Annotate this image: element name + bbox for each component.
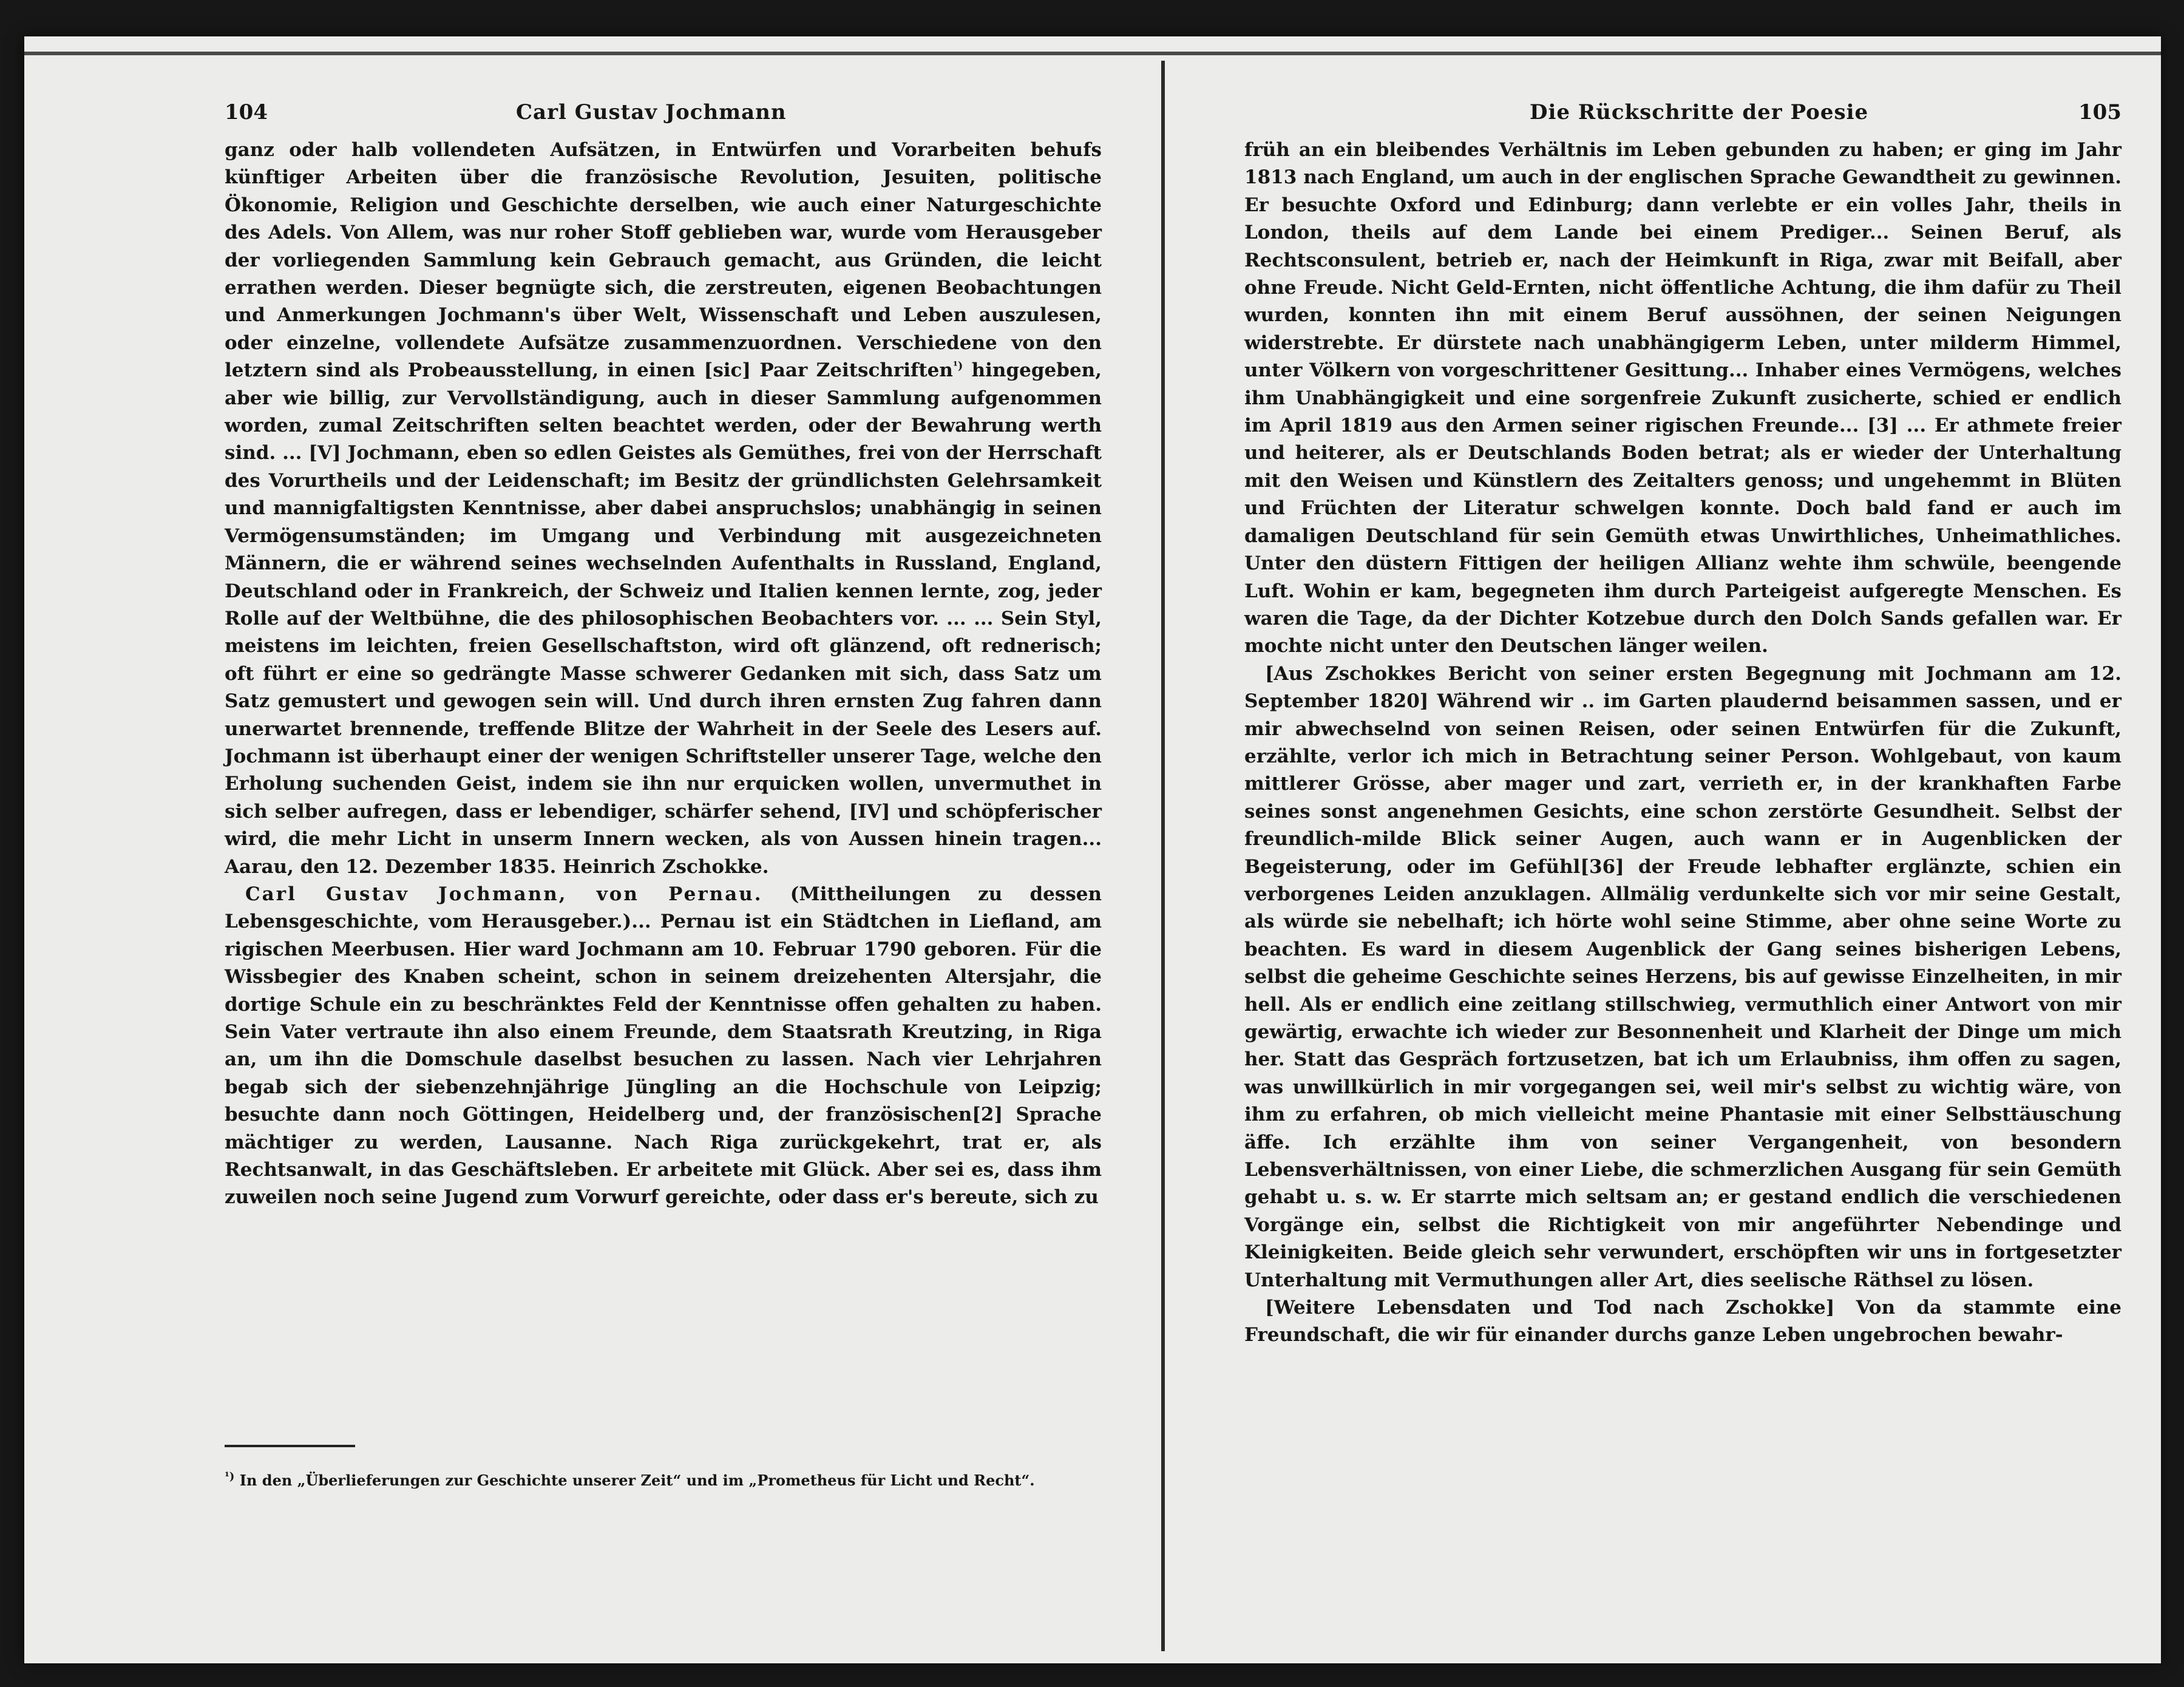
left-page-number: 104 [225,100,268,124]
book-gutter [1161,61,1165,1651]
right-page-header [1244,100,2121,137]
footnote-text: In den „Überlieferungen zur Geschichte unserer Zeit“ und im „Prometheus für Licht und Recht“. [234,1471,1035,1489]
book-spread [24,36,2161,1663]
left-paragraph-1-text: ganz oder halb vollendeten Aufsätzen, in Entwürfen und Vorarbeiten behufs künftiger Arbeiten über die französische Revolution, Jesuiten, politische Ökonomie, Religion und Geschichte derselben, wie auch einer Naturgeschichte des Adels. Von Allem, was nur roher Stoff geblieben war, wurde vom Herausgeber der vorliegenden Sammlung kein Gebrauch gemacht, aus Gründen, die leicht errathen werden. Dieser begnügte sich, die zerstreuten, eigenen Beobachtungen und Anmerkungen Jochmann's über Welt, Wissenschaft und Leben auszulesen, oder einzelne, vollendete Aufsätze zusammenzuordnen. Verschiedene von den letztern sind als Probeausstellung, in einen [sic] Paar Zeitschriften [225,139,1102,382]
footnote-reference: ¹) [952,359,963,373]
right-paragraph-2: [Aus Zschokkes Bericht von seiner ersten Begegnung mit Jochmann am 12. September 1820] Während wir .. im Garten plaudernd beisammen sassen, und er mir abwechselnd von seinen Reisen, oder seinen Entwürfen für die Zukunft, erzählte, verlor ich mich in Betrachtung seiner Person. Wohlgebaut, von kaum mittlerer Grösse, aber mager und zart, verrieth er, in der krankhaften Farbe seines sonst angenehmen Gesichts, eine schon zerstörte Gesundheit. Selbst der freundlich-milde Blick seiner Augen, auch wann er in Augenblicken der Begeisterung, oder im Gefühl[36] der Freude lebhafter erglänzte, schien ein verborgenes Leiden anzuklagen. Allmälig verdunkelte sich vor mir seine Gestalt, als würde sie nebelhaft; ich hörte wohl seine Stimme, aber ohne seine Worte zu beachten. Es ward in diesem Augenblick der Gang seines bisherigen Lebens, selbst die geheime Geschichte seines Herzens, bis auf gewisse Einzelheiten, in mir hell. Als er endlich eine zeitlang stillschwieg, vermuthlich einer Antwort von mir gewärtig, erwachte ich wieder zur Besonnenheit und Klarheit der Dinge um mich her. Statt das Gespräch fortzusetzen, bat ich um Erlaubniss, ihm offen zu sagen, was unwillkürlich in mir vorgegangen sei, weil mir's selbst zu wichtig wäre, von ihm zu erfahren, ob mich vielleicht meine Phantasie mit einer Selbsttäuschung äffe. Ich erzählte ihm von seiner Vergangenheit, von besondern Lebensverhältnissen, von einer Liebe, die schmerzlichen Ausgang für sein Gemüth gehabt u. s. w. Er starrte mich seltsam an; er gestand endlich die verschiedenen Vorgänge ein, selbst die Richtigkeit von mir angeführter Nebendinge und Kleinigkeiten. Beide gleich sehr verwundert, erschöpften wir uns in fortgesetzter Unterhaltung mit Vermuthungen aller Art, dies seelische Räthsel zu lösen. [1244,662,2121,1291]
right-paragraph-1: früh an ein bleibendes Verhältnis im Leben gebunden zu haben; er ging im Jahr 1813 nach England, um auch in der englischen Sprache Gewandtheit zu gewinnen. Er besuchte Oxford und Edinburg; dann verlebte er ein volles Jahr, theils in London, theils auf dem Lande bei einem Prediger... Seinen Beruf, als Rechtsconsulent, betrieb er, nach der Heimkunft in Riga, zwar mit Beifall, aber ohne Freude. Nicht Geld-Ernten, nicht öffentliche Achtung, die ihm dafür zu Theil wurden, konnten ihn mit einem Beruf aussöhnen, der seinen Neigungen widerstrebte. Er dürstete nach unabhängigerm Leben, unter milderm Himmel, unter Völkern von vorgeschrittener Gesittung... Inhaber eines Vermögens, welches ihm Unabhängigkeit und eine sorgenfreie Zukunft zusicherte, schied er endlich im April 1819 aus den Armen seiner rigischen Freunde... [3] ... Er athmete freier und heiterer, als er Deutschlands Boden betrat; als er wieder der Unterhaltung mit den Weisen und Künstlern des Zeitalters genoss; und ungehemmt in Blüten und Früchten der Literatur schwelgen konnte. Doch bald fand er auch im damaligen Deutschland für sein Gemüth etwas Unwirthliches, Unheimathliches. Unter den düstern Fittigen der heiligen Allianz wehte ihm schwüle, beengende Luft. Wohin er kam, begegneten ihm durch Parteigeist aufgeregte Menschen. Es waren die Tage, da der Dichter Kotzebue durch den Dolch Sands gefallen war. Er mochte nicht unter den Deutschen länger weilen. [1244,139,2121,657]
right-paragraph-3: [Weitere Lebensdaten und Tod nach Zschokke] Von da stammte eine Freundschaft, die wir für einander durchs ganze Leben ungebrochen bewahr- [1244,1297,2121,1346]
right-page [1244,100,2121,1349]
footnote-divider [225,1445,355,1447]
left-paragraph-2 [225,881,1102,1212]
left-page [225,100,1102,1489]
footnote [225,1469,1102,1492]
left-paragraph-2-text: (Mittheilungen zu dessen Lebensgeschichte, vom Herausgeber.)... Pernau ist ein Städtchen in Liefland, am rigischen Meerbusen. Hier ward Jochmann am 10. Februar 1790 geboren. Für die Wissbegier des Knaben scheint, schon in seinem dreizehenten Altersjahr, die dortige Schule ein zu beschränktes Feld der Kenntnisse offen gehalten zu haben. Sein Vater vertraute ihn also einem Freunde, dem Staatsrath Kreutzing, in Riga an, um ihn die Domschule daselbst besuchen zu lassen. Nach vier Lehrjahren begab sich der siebenzehnjährige Jüngling an die Hochschule von Leipzig; besuchte dann noch Göttingen, Heidelberg und, der französischen[2] Sprache mächtiger zu werden, Lausanne. Nach Riga zurückgekehrt, trat er, als Rechtsanwalt, in das Geschäftsleben. Er arbeitete mit Glück. Aber sei es, dass ihm zuweilen noch seine Jugend zum Vorwurf gereichte, oder dass er's bereute, sich zu [225,883,1102,1209]
left-page-header [225,100,1102,137]
left-paragraph-2-lead: Carl Gustav Jochmann, von Pernau. [245,883,763,905]
left-running-title: Carl Gustav Jochmann [516,100,787,124]
right-running-title: Die Rückschritte der Poesie [1530,100,1869,124]
left-paragraph-1-rest: hingegeben, aber wie billig, zur Vervollständigung, auch in dieser Sammlung aufgenommen worden, zumal Zeitschriften selten beachtet werden, oder der Bewahrung werth sind. ... [V] Jochmann, eben so edlen Geistes als Gemüthes, frei von der Herrschaft des Vorurtheils und der Leidenschaft; im Besitz der gründlichsten Gelehrsamkeit und mannigfaltigsten Kenntnisse, aber dabei anspruchslos; unabhängig in seinen Vermögensumständen; im Umgang und Verbindung mit ausgezeichneten Männern, die er während seines wechselnden Aufenthalts in Russland, England, Deutschland oder in Frankreich, der Schweiz und Italien kennen lernte, zog, jeder Rolle auf der Weltbühne, die des philosophischen Beobachters vor. ... ... Sein Styl, meistens im leichten, freien Gesellschaftston, wird oft glänzend, oft rednerisch; oft führt er eine so gedrängte Masse schwerer Gedanken mit sich, dass Satz um Satz gemustert und gewogen sein will. Und durch ihren ernsten Zug fahren dann unerwartet brennende, treffende Blitze der Wahrheit in der Seele des Lesers auf. Jochmann ist überhaupt einer der wenigen Schriftsteller unserer Tage, welche den Erholung suchenden Geist, indem sie ihn nur erquicken wollen, unvermuthet in sich selber aufregen, dass er lebendiger, schärfer sehend, [IV] und schöpferischer wird, die mehr Licht in unserm Innern wecken, als von Aussen hinein tragen... Aarau, den 12. Dezember 1835. Heinrich Zschokke. [225,359,1102,878]
left-paragraph-1 [225,137,1102,881]
footnote-mark: ¹) [225,1470,235,1483]
top-edge-rule [24,52,2161,55]
right-page-number: 105 [2078,100,2121,124]
